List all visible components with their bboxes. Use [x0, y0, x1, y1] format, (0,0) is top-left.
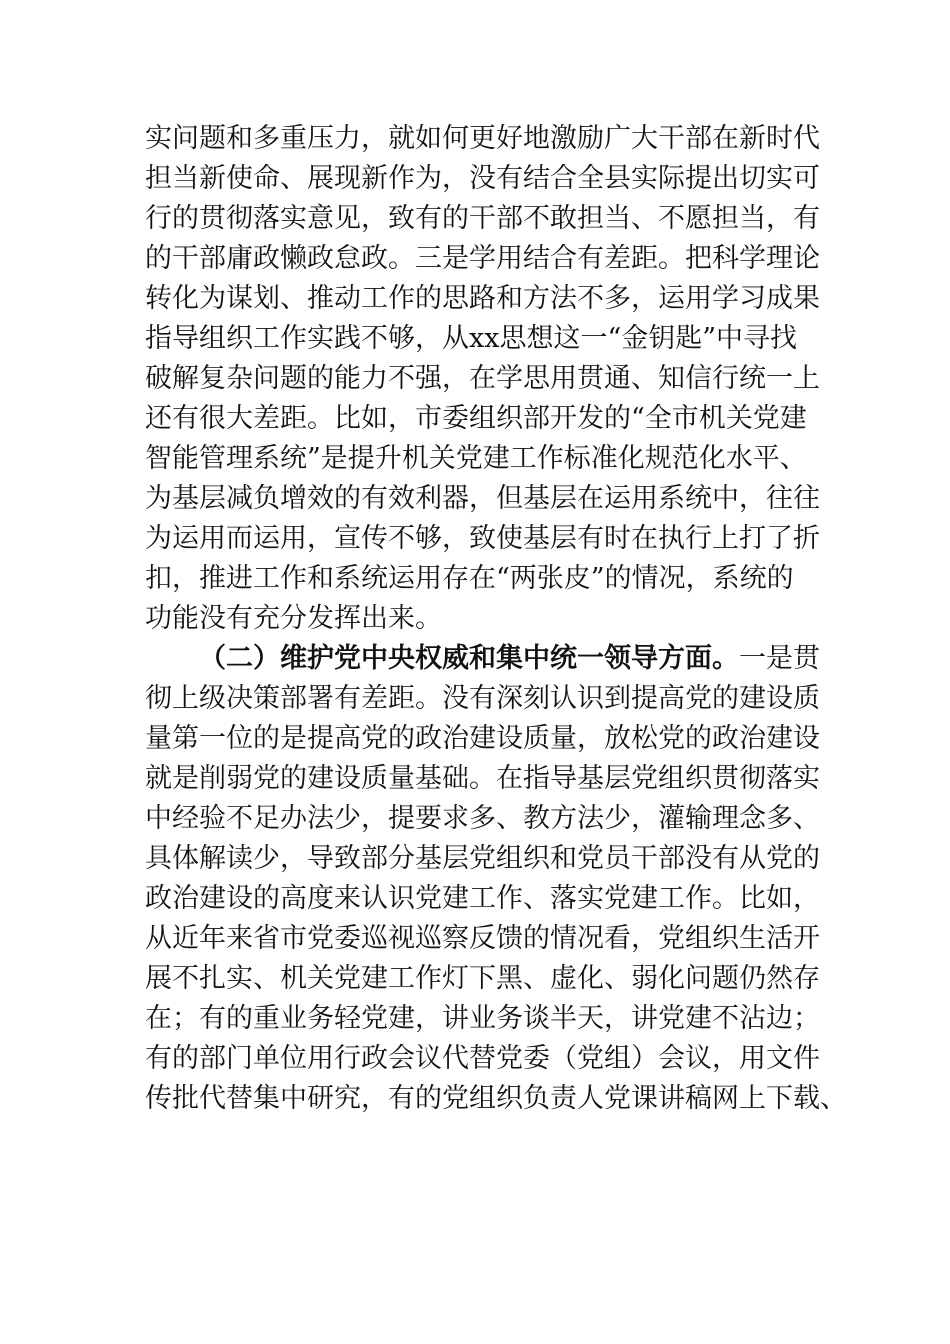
paragraph-line: 破解复杂问题的能力不强，在学思用贯通、知信行统一上	[145, 363, 820, 394]
paragraph-line: 转化为谋划、推动工作的思路和方法不多，运用学习成果	[145, 283, 820, 314]
paragraph-line: 功能没有充分发挥出来。	[145, 603, 442, 634]
paragraph-line: 具体解读少，导致部分基层党组织和党员干部没有从党的	[145, 843, 820, 874]
paragraph-line: 为基层减负增效的有效利器，但基层在运用系统中，往往	[145, 483, 820, 514]
paragraph-line: 量第一位的是提高党的政治建设质量，放松党的政治建设	[145, 723, 820, 754]
paragraph-line: 传批代替集中研究，有的党组织负责人党课讲稿网上下载、	[145, 1083, 847, 1114]
paragraph-line: 还有很大差距。比如，市委组织部开发的“全市机关党建	[145, 403, 807, 434]
paragraph-line: 行的贯彻落实意见，致有的干部不敢担当、不愿担当，有	[145, 203, 820, 234]
paragraph-line: 展不扎实、机关党建工作灯下黑、虚化、弱化问题仍然存	[145, 963, 820, 994]
paragraph-line: 指导组织工作实践不够，从xx思想这一“金钥匙”中寻找	[145, 323, 798, 354]
paragraph-line: 有的部门单位用行政会议代替党委（党组）会议，用文件	[145, 1043, 820, 1074]
paragraph-line: 就是削弱党的建设质量基础。在指导基层党组织贯彻落实	[145, 763, 820, 794]
paragraph-line: 的干部庸政懒政怠政。三是学用结合有差距。把科学理论	[145, 243, 820, 274]
section-heading-continuation: 一是贯	[739, 643, 820, 674]
paragraph-line: 智能管理系统”是提升机关党建工作标准化规范化水平、	[145, 443, 807, 474]
paragraph-line: 从近年来省市党委巡视巡察反馈的情况看，党组织生活开	[145, 923, 820, 954]
section-heading: （二）维护党中央权威和集中统一领导方面。	[199, 643, 739, 674]
paragraph-line: 担当新使命、展现新作为，没有结合全县实际提出切实可	[145, 163, 820, 194]
section-heading-line	[199, 639, 859, 679]
paragraph-line: 彻上级决策部署有差距。没有深刻认识到提高党的建设质	[145, 683, 820, 714]
paragraph-line: 中经验不足办法少，提要求多、教方法少，灌输理念多、	[145, 803, 820, 834]
paragraph-line: 扣，推进工作和系统运用存在“两张皮”的情况，系统的	[145, 563, 794, 594]
paragraph-line: 政治建设的高度来认识党建工作、落实党建工作。比如，	[145, 883, 820, 914]
paragraph-line: 在；有的重业务轻党建，讲业务谈半天，讲党建不沾边；	[145, 1003, 820, 1034]
paragraph-line: 为运用而运用，宣传不够，致使基层有时在执行上打了折	[145, 523, 820, 554]
paragraph-line: 实问题和多重压力，就如何更好地激励广大干部在新时代	[145, 123, 820, 154]
